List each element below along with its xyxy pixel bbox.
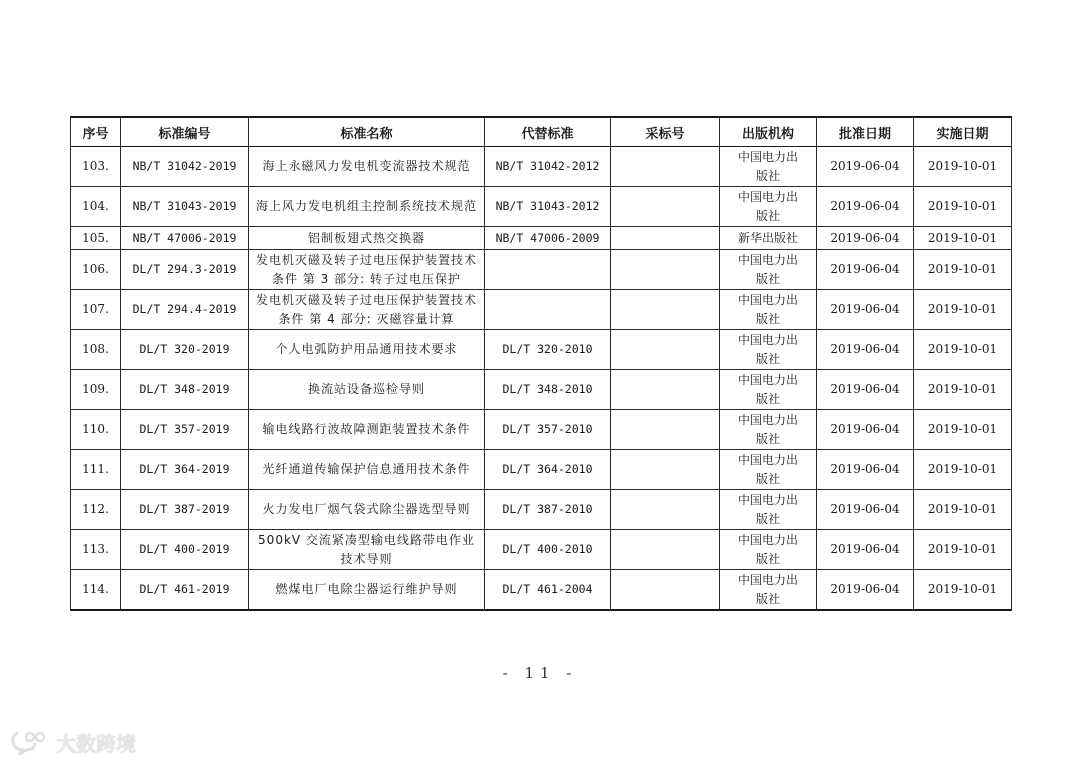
standards-table	[70, 116, 1012, 611]
cell-no: 109.	[71, 370, 121, 410]
cell-publisher: 中国电力出版社	[720, 530, 817, 570]
cell-effective: 2019-10-01	[914, 250, 1012, 290]
table-row	[71, 450, 1012, 490]
cell-effective: 2019-10-01	[914, 530, 1012, 570]
cell-publisher: 中国电力出版社	[720, 370, 817, 410]
cell-adopt	[611, 370, 720, 410]
cell-replaces: DL/T 357-2010	[485, 410, 611, 450]
cell-effective: 2019-10-01	[914, 147, 1012, 187]
cell-approved: 2019-06-04	[817, 147, 914, 187]
cell-publisher: 中国电力出版社	[720, 250, 817, 290]
cell-adopt	[611, 570, 720, 611]
table-row	[71, 490, 1012, 530]
cell-adopt	[611, 227, 720, 250]
chat-bubble-logo-icon	[10, 729, 50, 755]
cell-approved: 2019-06-04	[817, 290, 914, 330]
cell-effective: 2019-10-01	[914, 290, 1012, 330]
cell-publisher: 新华出版社	[720, 227, 817, 250]
cell-replaces: NB/T 47006-2009	[485, 227, 611, 250]
cell-replaces	[485, 250, 611, 290]
cell-adopt	[611, 250, 720, 290]
cell-effective: 2019-10-01	[914, 227, 1012, 250]
watermark	[10, 728, 136, 756]
cell-adopt	[611, 450, 720, 490]
cell-replaces: DL/T 320-2010	[485, 330, 611, 370]
header-name: 标准名称	[249, 117, 485, 147]
cell-publisher: 中国电力出版社	[720, 410, 817, 450]
cell-adopt	[611, 490, 720, 530]
cell-name: 铝制板翅式热交换器	[249, 227, 485, 250]
cell-approved: 2019-06-04	[817, 227, 914, 250]
cell-name: 燃煤电厂电除尘器运行维护导则	[249, 570, 485, 611]
cell-code: DL/T 320-2019	[121, 330, 249, 370]
cell-no: 110.	[71, 410, 121, 450]
table-row	[71, 370, 1012, 410]
cell-effective: 2019-10-01	[914, 410, 1012, 450]
header-approved: 批准日期	[817, 117, 914, 147]
cell-code: DL/T 294.3-2019	[121, 250, 249, 290]
cell-approved: 2019-06-04	[817, 370, 914, 410]
cell-approved: 2019-06-04	[817, 570, 914, 611]
cell-name: 发电机灭磁及转子过电压保护装置技术条件 第 3 部分: 转子过电压保护	[249, 250, 485, 290]
cell-approved: 2019-06-04	[817, 450, 914, 490]
cell-no: 112.	[71, 490, 121, 530]
header-replaces: 代替标准	[485, 117, 611, 147]
cell-publisher: 中国电力出版社	[720, 330, 817, 370]
cell-adopt	[611, 530, 720, 570]
cell-code: NB/T 31043-2019	[121, 187, 249, 227]
cell-name: 火力发电厂烟气袋式除尘器选型导则	[249, 490, 485, 530]
page-number: - 11 -	[502, 664, 578, 682]
table-row	[71, 187, 1012, 227]
cell-replaces: DL/T 364-2010	[485, 450, 611, 490]
cell-name: 换流站设备巡检导则	[249, 370, 485, 410]
cell-effective: 2019-10-01	[914, 187, 1012, 227]
cell-name: 光纤通道传输保护信息通用技术条件	[249, 450, 485, 490]
cell-code: DL/T 387-2019	[121, 490, 249, 530]
cell-adopt	[611, 410, 720, 450]
cell-adopt	[611, 147, 720, 187]
cell-code: DL/T 348-2019	[121, 370, 249, 410]
table-row	[71, 330, 1012, 370]
cell-publisher: 中国电力出版社	[720, 570, 817, 611]
cell-no: 108.	[71, 330, 121, 370]
cell-no: 106.	[71, 250, 121, 290]
cell-replaces: NB/T 31042-2012	[485, 147, 611, 187]
cell-replaces: DL/T 461-2004	[485, 570, 611, 611]
cell-no: 113.	[71, 530, 121, 570]
cell-no: 107.	[71, 290, 121, 330]
cell-publisher: 中国电力出版社	[720, 490, 817, 530]
cell-approved: 2019-06-04	[817, 530, 914, 570]
table-row	[71, 290, 1012, 330]
table-header-row	[71, 117, 1012, 147]
cell-code: DL/T 357-2019	[121, 410, 249, 450]
cell-code: NB/T 47006-2019	[121, 227, 249, 250]
header-effective: 实施日期	[914, 117, 1012, 147]
cell-no: 104.	[71, 187, 121, 227]
cell-adopt	[611, 187, 720, 227]
cell-name: 海上风力发电机组主控制系统技术规范	[249, 187, 485, 227]
cell-effective: 2019-10-01	[914, 490, 1012, 530]
cell-effective: 2019-10-01	[914, 570, 1012, 611]
cell-publisher: 中国电力出版社	[720, 290, 817, 330]
cell-effective: 2019-10-01	[914, 330, 1012, 370]
cell-name: 500kV 交流紧凑型输电线路带电作业技术导则	[249, 530, 485, 570]
cell-replaces: DL/T 400-2010	[485, 530, 611, 570]
cell-replaces: NB/T 31043-2012	[485, 187, 611, 227]
cell-effective: 2019-10-01	[914, 450, 1012, 490]
cell-no: 105.	[71, 227, 121, 250]
cell-code: DL/T 400-2019	[121, 530, 249, 570]
cell-code: DL/T 364-2019	[121, 450, 249, 490]
cell-code: DL/T 294.4-2019	[121, 290, 249, 330]
cell-adopt	[611, 290, 720, 330]
header-adopt: 采标号	[611, 117, 720, 147]
cell-publisher: 中国电力出版社	[720, 187, 817, 227]
cell-replaces	[485, 290, 611, 330]
cell-approved: 2019-06-04	[817, 330, 914, 370]
cell-approved: 2019-06-04	[817, 187, 914, 227]
cell-code: DL/T 461-2019	[121, 570, 249, 611]
cell-approved: 2019-06-04	[817, 490, 914, 530]
cell-name: 输电线路行波故障测距装置技术条件	[249, 410, 485, 450]
cell-approved: 2019-06-04	[817, 250, 914, 290]
table-row	[71, 227, 1012, 250]
watermark-text: 大数跨境	[56, 731, 136, 756]
cell-effective: 2019-10-01	[914, 370, 1012, 410]
table-row	[71, 250, 1012, 290]
cell-replaces: DL/T 387-2010	[485, 490, 611, 530]
header-publisher: 出版机构	[720, 117, 817, 147]
cell-name: 个人电弧防护用品通用技术要求	[249, 330, 485, 370]
cell-replaces: DL/T 348-2010	[485, 370, 611, 410]
cell-no: 111.	[71, 450, 121, 490]
cell-publisher: 中国电力出版社	[720, 147, 817, 187]
cell-name: 发电机灭磁及转子过电压保护装置技术条件 第 4 部分: 灭磁容量计算	[249, 290, 485, 330]
cell-no: 103.	[71, 147, 121, 187]
table-row	[71, 147, 1012, 187]
cell-name: 海上永磁风力发电机变流器技术规范	[249, 147, 485, 187]
cell-no: 114.	[71, 570, 121, 611]
cell-code: NB/T 31042-2019	[121, 147, 249, 187]
cell-publisher: 中国电力出版社	[720, 450, 817, 490]
table-row	[71, 530, 1012, 570]
header-code: 标准编号	[121, 117, 249, 147]
cell-adopt	[611, 330, 720, 370]
table-row	[71, 570, 1012, 611]
header-no: 序号	[71, 117, 121, 147]
cell-approved: 2019-06-04	[817, 410, 914, 450]
table-row	[71, 410, 1012, 450]
